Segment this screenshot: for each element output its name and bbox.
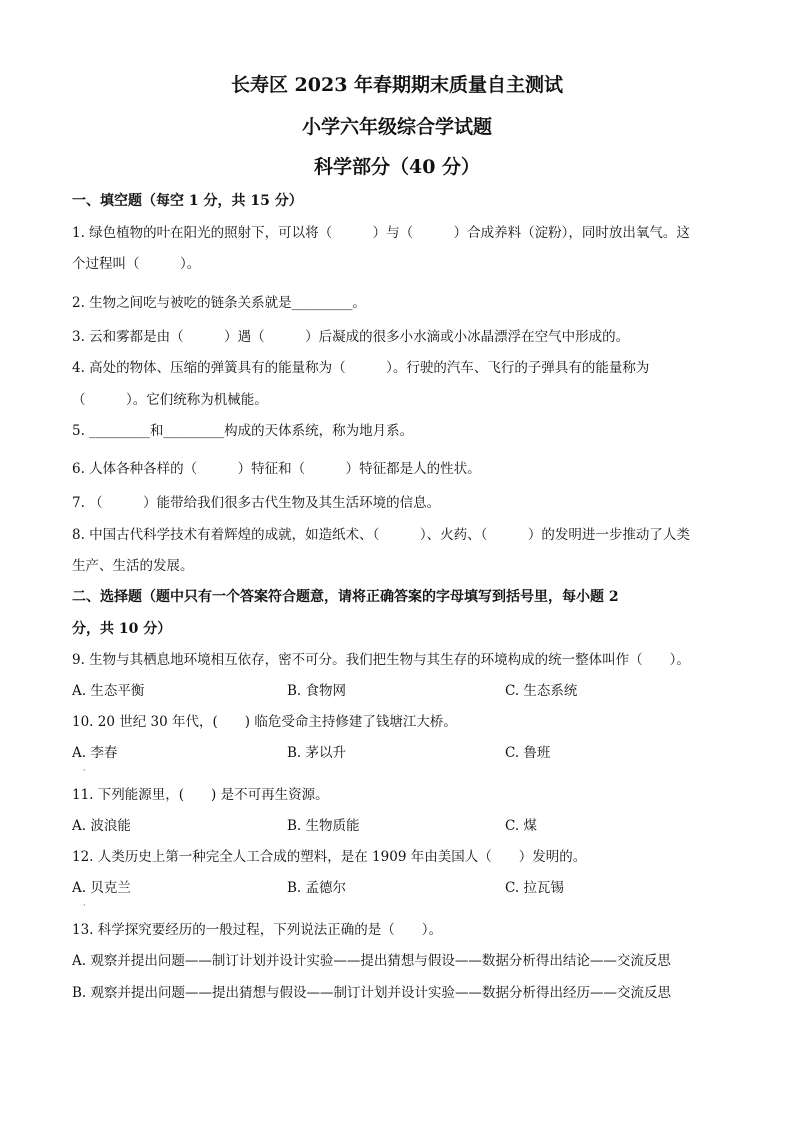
question-3: 3. 云和雾都是由（ ）遇（ ）后凝成的很多小水滴或小冰晶漂浮在空气中形成的。 <box>72 329 630 345</box>
question-4-line-2: （ ）。它们统称为机械能。 <box>72 392 268 408</box>
question-10: 10. 20 世纪 30 年代，( ) 临危受命主持修建了钱塘江大桥。 <box>72 714 457 730</box>
question-9-option-a: A. 生态平衡 <box>72 683 145 699</box>
question-9: 9. 生物与其栖息地环境相互依存，密不可分。我们把生物与其生存的环境构成的统一整体叫作（ ）。 <box>72 652 690 668</box>
stray-dot: · <box>83 766 86 775</box>
question-10-option-c: C. 鲁班 <box>505 745 551 761</box>
question-11-option-c: C. 煤 <box>505 818 537 834</box>
question-11-option-a: A. 波浪能 <box>72 818 131 834</box>
exam-title: 长寿区 2023 年春期期末质量自主测试 <box>230 74 564 96</box>
question-11-option-b: B. 生物质能 <box>287 818 360 834</box>
section2-heading-line-2: 分，共 10 分） <box>72 621 172 637</box>
section1-heading: 一、填空题（每空 1 分，共 15 分） <box>72 193 303 209</box>
stray-dot: · <box>83 901 86 910</box>
question-13-option-a: A. 观察并提出问题——制订计划并设计实验——提出猜想与假设——数据分析得出结论——交流反思 <box>72 953 671 969</box>
question-10-option-a: A. 李春 <box>72 745 118 761</box>
question-1-line-1: 1. 绿色植物的叶在阳光的照射下，可以将（ ）与（ ）合成养料（淀粉），同时放出氧气。这 <box>72 225 690 241</box>
section2-heading-line-1: 二、选择题（题中只有一个答案符合题意，请将正确答案的字母填写到括号里，每小题 2 <box>72 589 619 605</box>
question-2: 2. 生物之间吃与被吃的链条关系就是_________。 <box>72 295 366 311</box>
exam-section-title: 科学部分（40 分） <box>313 156 481 178</box>
question-12-option-a: A. 贝克兰 <box>72 880 131 896</box>
question-5: 5. _________和_________构成的天体系统，称为地月系。 <box>72 423 414 439</box>
question-10-option-b: B. 茅以升 <box>287 745 347 761</box>
question-4-line-1: 4. 高处的物体、压缩的弹簧具有的能量称为（ ）。行驶的汽车、飞行的子弹具有的能量称为 <box>72 360 650 376</box>
question-7: 7. （ ）能带给我们很多古代生物及其生活环境的信息。 <box>72 495 441 511</box>
question-12-option-c: C. 拉瓦锡 <box>505 880 564 896</box>
question-12-option-b: B. 孟德尔 <box>287 880 347 896</box>
question-8-line-1: 8. 中国古代科学技术有着辉煌的成就，如造纸术、（ ）、火药、（ ）的发明进一步推动了人类 <box>72 527 690 543</box>
question-1-line-2: 个过程叫（ ）。 <box>72 256 201 272</box>
question-9-option-b: B. 食物网 <box>287 683 347 699</box>
question-13: 13. 科学探究要经历的一般过程，下列说法正确的是（ ）。 <box>72 922 443 938</box>
question-13-option-b: B. 观察并提出问题——提出猜想与假设——制订计划并设计实验——数据分析得出经历——交流反思 <box>72 985 672 1001</box>
exam-subtitle: 小学六年级综合学试题 <box>301 116 492 138</box>
question-6: 6. 人体各种各样的（ ）特征和（ ）特征都是人的性状。 <box>72 461 481 477</box>
question-11: 11. 下列能源里，( ) 是不可再生资源。 <box>72 787 329 803</box>
question-12: 12. 人类历史上第一种完全人工合成的塑料，是在 1909 年由美国人（ ）发明的。 <box>72 849 587 865</box>
question-8-line-2: 生产、生活的发展。 <box>72 558 194 574</box>
question-9-option-c: C. 生态系统 <box>505 683 578 699</box>
